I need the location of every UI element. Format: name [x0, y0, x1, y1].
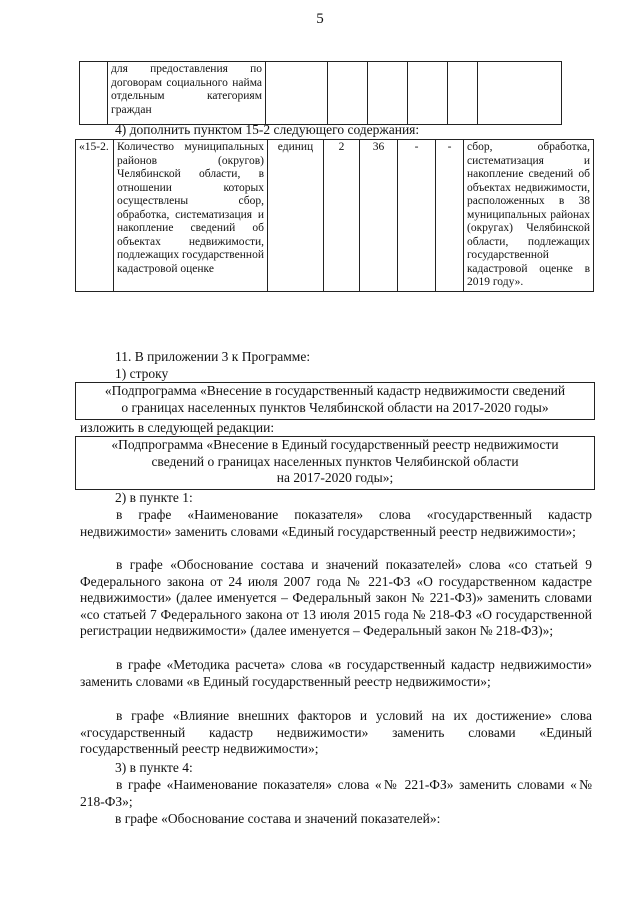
value-2: 36 [360, 140, 398, 292]
item-1: 1) строку [115, 366, 169, 381]
table-cell-name: для предоставления по договорам социального найма отдельным категориям граждан [108, 62, 266, 125]
table-cell [478, 62, 562, 125]
page-number: 5 [316, 11, 324, 27]
table-cell [328, 62, 368, 125]
indicator-description: сбор, обработка, систематизация и накопление сведений об объектах недвижимости, расположенных в 38 муниципальных районах (округах) Челябинской области, подлежащих государственной кадастровой оценке в 2019 году». [464, 140, 594, 292]
paragraph: в графе «Методика расчета» слова «в государственный кадастр недвижимости» заменить словами «в Единый государственный реестр недвижимости»; [80, 657, 592, 689]
unit: единиц [268, 140, 324, 292]
item-3: 3) в пункте 4: [115, 760, 193, 775]
value-3: - [398, 140, 436, 292]
new-wording-box [75, 436, 595, 490]
table-cell [448, 62, 478, 125]
state-new-wording: изложить в следующей редакции: [80, 420, 275, 435]
old-wording-box [75, 382, 595, 420]
item-15-2-table [75, 139, 594, 292]
row-number: «15-2. [76, 140, 114, 292]
indicator-name: Количество муниципальных районов (округов) Челябинской области, в отношении которых осуществлены сбор, обработка, систематизация и накопление сведений об объектах недвижимости, подлежащих государственной кадастровой оценке [114, 140, 268, 292]
table-cell [368, 62, 408, 125]
paragraph: в графе «Влияние внешних факторов и условий на их достижение» слова «государственный кадастр недвижимости» заменить словами «Единый государственный реестр недвижимости»; [80, 708, 592, 756]
new-wording-line: сведений о границах населенных пунктов Челябинской области [151, 453, 519, 469]
paragraph: в графе «Наименование показателя» слова «№ 221-ФЗ» заменить словами «№ 218-ФЗ»; [80, 777, 592, 809]
new-wording-line: «Подпрограмма «Внесение в Единый государственный реестр недвижимости [111, 437, 559, 452]
table-cell [80, 62, 108, 125]
value-1: 2 [324, 140, 360, 292]
paragraph: в графе «Наименование показателя» слова «государственный кадастр недвижимости» заменить словами «Единый государственный реестр недвижимости»; [80, 507, 592, 539]
paragraph: в графе «Обоснование состава и значений показателей»: [115, 811, 441, 826]
new-wording-line: на 2017-2020 годы»; [276, 470, 394, 485]
item-4-heading: 4) дополнить пунктом 15-2 следующего содержания: [115, 122, 420, 137]
table-cell [408, 62, 448, 125]
old-wording-line: о границах населенных пунктов Челябинской области на 2017-2020 годы» [121, 399, 549, 415]
continued-table [79, 61, 562, 125]
old-wording-line: «Подпрограмма «Внесение в государственный кадастр недвижимости сведений [104, 383, 566, 398]
table-cell [266, 62, 328, 125]
section-11: 11. В приложении 3 к Программе: [115, 349, 311, 364]
paragraph: в графе «Обоснование состава и значений показателей» слова «со статьей 9 Федерального закона от 24 июля 2007 года № 221-ФЗ «О государственном кадастре недвижимости» (далее именуется – Федеральный закон № 221-ФЗ)» заменить словами «со статьей 7 Федерального закона от 13 июля 2015 года № 218-ФЗ «О государственной регистрации недвижимости» (далее именуется – Федеральный закон № 218-ФЗ)»; [80, 557, 592, 638]
item-2: 2) в пункте 1: [115, 490, 193, 505]
value-4: - [436, 140, 464, 292]
